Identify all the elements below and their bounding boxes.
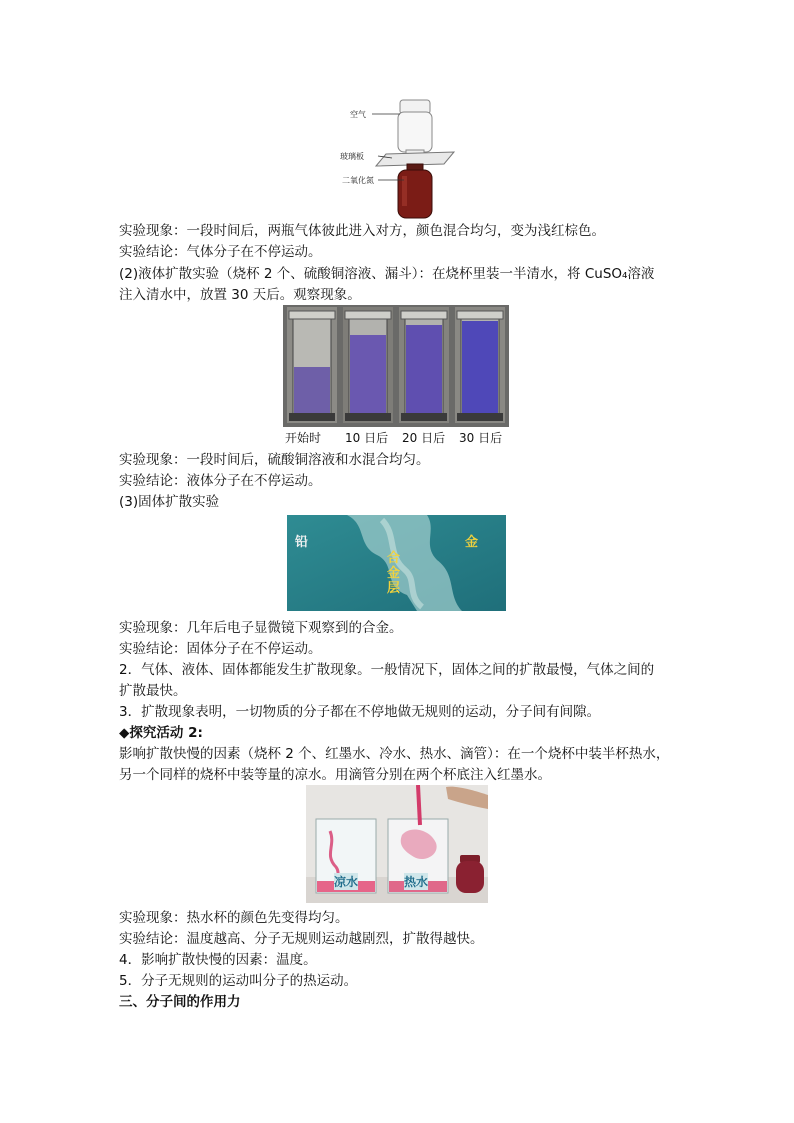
- temp-conclusion: 实验结论：温度越高、分子无规则运动越剧烈，扩散得越快。: [119, 931, 484, 947]
- point-2: 2．气体、液体、固体都能发生扩散现象。一般情况下，固体之间的扩散最慢，气体之间的: [119, 662, 655, 678]
- activity-2-desc: 影响扩散快慢的因素（烧杯 2 个、红墨水、冷水、热水、滴管）：在一个烧杯中装半杯热水，: [119, 746, 670, 762]
- glass-plate-label: 玻璃板: [340, 152, 364, 161]
- point-3: 3．扩散现象表明，一切物质的分子都在不停地做无规则的运动，分子间有间隙。: [119, 704, 601, 720]
- air-label: 空气: [350, 110, 366, 119]
- activity-2-desc-cont: 另一个同样的烧杯中装等量的凉水。用滴管分别在两个杯底注入红墨水。: [119, 767, 551, 783]
- gas-observation: 实验现象：一段时间后，两瓶气体彼此进入对方，颜色混合均匀，变为浅红棕色。: [119, 223, 605, 239]
- activity-2-heading: ◆探究活动 2:: [119, 725, 203, 741]
- solid-observation: 实验现象：几年后电子显微镜下观察到的合金。: [119, 620, 403, 636]
- caption-10-days: 10 日后: [345, 431, 389, 445]
- lead-label: 铅: [295, 535, 309, 550]
- point-2-cont: 扩散最快。: [119, 683, 187, 699]
- liquid-observation: 实验现象：一段时间后，硫酸铜溶液和水混合均匀。: [119, 452, 430, 468]
- point-5: 5．分子无规则的运动叫分子的热运动。: [119, 973, 358, 989]
- section-3-heading: 三、分子间的作用力: [119, 994, 241, 1010]
- liquid-conclusion: 实验结论：液体分子在不停运动。: [119, 473, 322, 489]
- cold-water-label: 凉水: [334, 875, 359, 889]
- temperature-diffusion-figure: [306, 785, 488, 903]
- liquid-experiment-intro: (2)液体扩散实验（烧杯 2 个、硫酸铜溶液、漏斗）：在烧杯里装一半清水，将 CuSO₄溶液: [119, 266, 655, 282]
- gold-label: 金: [465, 535, 479, 550]
- solid-diffusion-figure: [287, 515, 506, 611]
- solid-experiment-title: (3)固体扩散实验: [119, 494, 220, 510]
- alloy-layer-label: 合金层: [387, 551, 401, 596]
- gas-conclusion: 实验结论：气体分子在不停运动。: [119, 244, 322, 260]
- caption-20-days: 20 日后: [402, 431, 446, 445]
- no2-label: 二氧化氮: [342, 176, 374, 185]
- caption-start: 开始时: [285, 431, 322, 445]
- caption-30-days: 30 日后: [459, 431, 503, 445]
- liquid-experiment-intro-cont: 注入清水中，放置 30 天后。观察现象。: [119, 287, 361, 303]
- point-4: 4．影响扩散快慢的因素：温度。: [119, 952, 317, 968]
- solid-conclusion: 实验结论：固体分子在不停运动。: [119, 641, 322, 657]
- hot-water-label: 热水: [404, 875, 429, 889]
- gas-diffusion-figure: [340, 92, 470, 222]
- liquid-diffusion-figure: [283, 305, 509, 447]
- temp-observation: 实验现象：热水杯的颜色先变得均匀。: [119, 910, 349, 926]
